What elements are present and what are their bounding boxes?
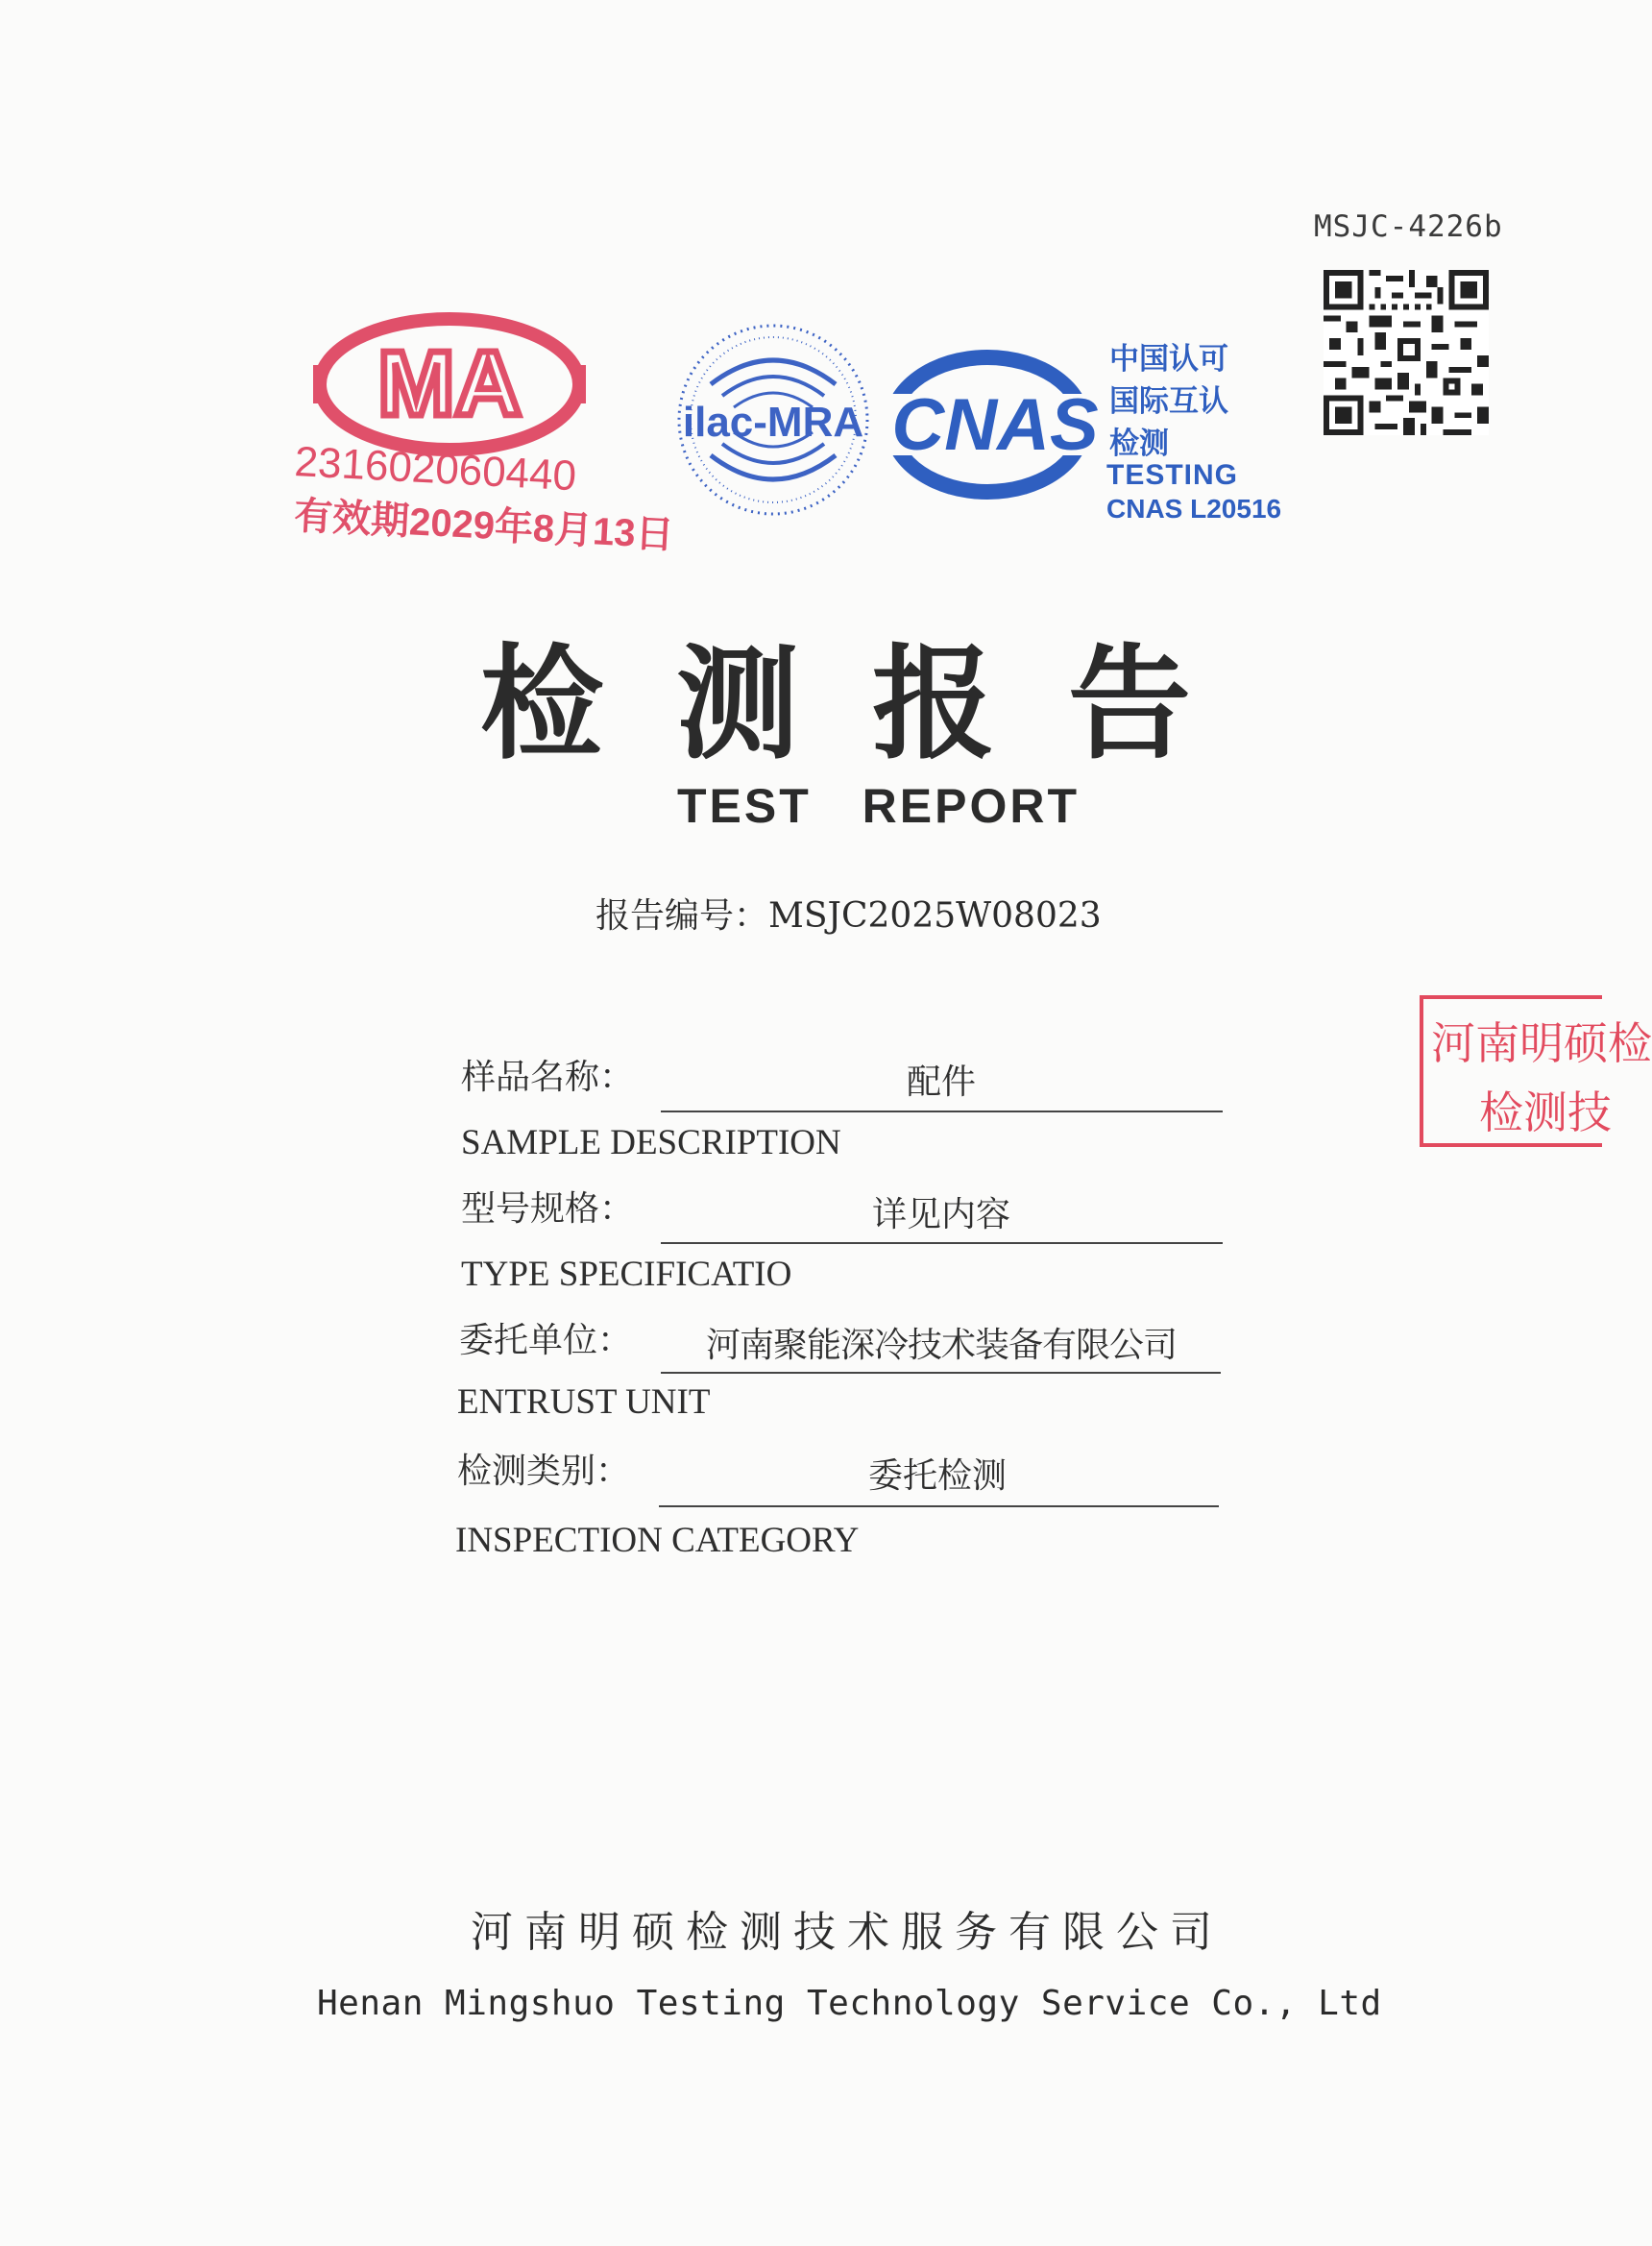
- entrust-value: 河南聚能深冷技术装备有限公司: [705, 1326, 1177, 1365]
- sample-underline: [661, 1111, 1223, 1112]
- sample-value: 配件: [906, 1062, 976, 1102]
- type-underline: [661, 1242, 1223, 1244]
- company-name-en: Henan Mingshuo Testing Technology Service Co., Ltd: [317, 1984, 1382, 2023]
- cnas-id: CNAS L20516: [1106, 494, 1282, 524]
- type-value: 详见内容: [871, 1195, 1010, 1234]
- title-english: TEST REPORT: [677, 779, 1081, 833]
- sample-label-en: SAMPLE DESCRIPTION: [461, 1123, 841, 1162]
- cma-validity: 有效期2029年8月13日: [293, 494, 675, 557]
- entrust-underline: [661, 1372, 1221, 1374]
- cma-number: 231602060440: [293, 438, 578, 500]
- cnas-cn-line1: 中国认可: [1109, 342, 1228, 377]
- entrust-label-en: ENTRUST UNIT: [457, 1382, 711, 1422]
- svg-text:ilac-MRA: ilac-MRA: [682, 399, 864, 446]
- type-label: 型号规格：: [461, 1189, 635, 1229]
- company-name-cn: 河南明硕检测技术服务有限公司: [471, 1908, 1224, 1957]
- entrust-label: 委托单位：: [459, 1321, 633, 1360]
- cnas-logo: [872, 336, 1122, 509]
- qr-code: [1324, 267, 1489, 438]
- category-label-en: INSPECTION CATEGORY: [455, 1521, 860, 1560]
- type-label-en: TYPE SPECIFICATIO: [461, 1255, 792, 1294]
- report-number-label: 报告编号：: [595, 896, 769, 936]
- svg-text:MA: MA: [377, 332, 522, 435]
- report-number: [595, 889, 1102, 938]
- category-value: 委托检测: [867, 1456, 1007, 1496]
- seal-stamp-line1: 河南明硕检: [1431, 1017, 1652, 1069]
- category-label: 检测类别：: [457, 1452, 631, 1491]
- report-number-value: MSJC2025W08023: [768, 896, 1102, 936]
- category-underline: [659, 1505, 1219, 1507]
- svg-text:CNAS: CNAS: [891, 384, 1099, 466]
- title-chinese: 检测报告: [480, 632, 1265, 776]
- ilac-mra-logo: [672, 317, 874, 524]
- cnas-cn-line3: 检测: [1109, 427, 1169, 461]
- document-code: MSJC-4226b: [1314, 209, 1503, 244]
- cnas-cn-line2: 国际互认: [1109, 384, 1228, 419]
- seal-stamp-line2: 检测技: [1479, 1086, 1612, 1138]
- sample-label: 样品名称：: [461, 1058, 635, 1097]
- cnas-testing: TESTING: [1106, 459, 1239, 491]
